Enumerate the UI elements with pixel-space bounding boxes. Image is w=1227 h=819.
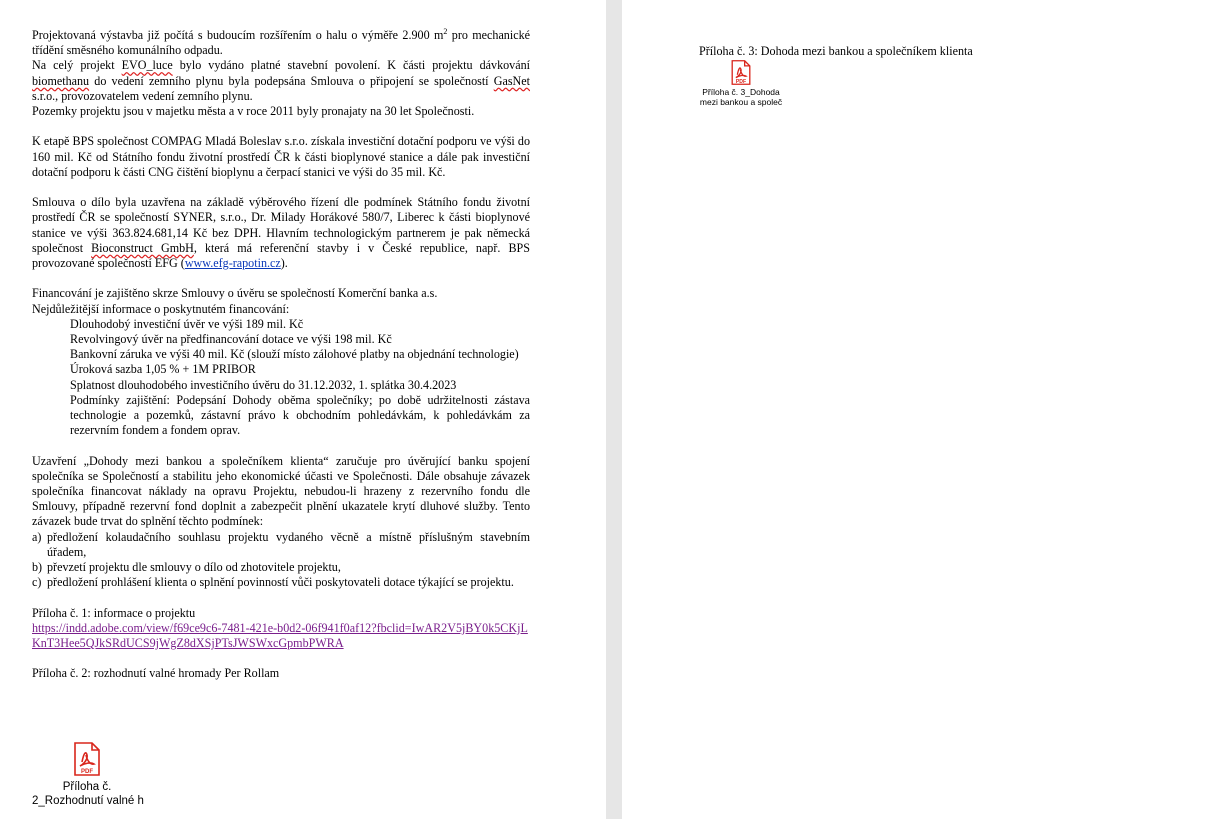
financing-item: Dlouhodobý investiční úvěr ve výši 189 mil. Kč (70, 316, 304, 331)
page-1-body (32, 28, 530, 682)
spellcheck-word[interactable]: GasNet (493, 73, 530, 88)
attachment-caption: mezi bankou a společ (699, 97, 783, 107)
financing-item: Bankovní záruka ve výši 40 mil. Kč (slouží místo zálohové platby na objednání technologie) (70, 347, 519, 362)
paragraph-land-lease: Pozemky projektu jsou v majetku města a v roce 2011 byly pronajaty na 30 let Společnosti. (32, 104, 475, 119)
financing-item: Splatnost dlouhodobého investičního úvěru do 31.12.2032, 1. splátka 30.4.2023 (70, 377, 457, 392)
conditions-list (32, 530, 530, 591)
efg-website-link[interactable]: www.efg-rapotin.cz (184, 256, 281, 271)
annex-2-attachment[interactable] (28, 742, 146, 808)
document-page-2 (622, 0, 1227, 819)
page-gutter (606, 0, 622, 819)
superscript-2: 2 (443, 26, 448, 36)
annex-2-label: Příloha č. 2: rozhodnutí valné hromady Per Rollam (32, 666, 280, 681)
paragraph-building-permit: Na celý projekt EVO_luce bylo vydáno platné stavební povolení. K části projektu dávkování biomethanu do vedení zemního plynu byla podepsána Smlouva o připojení se společností GasNet s.r.o., provozovatelem vedení zemního plynu. (32, 58, 530, 103)
paragraph-financing-intro: Nejdůležitější informace o poskytnutém financování: (32, 301, 290, 316)
condition-item: a) předložení kolaudačního souhlasu projektu vydaného věcně a místně příslušným stavebním úřadem, (32, 529, 530, 559)
paragraph-hall-expansion: Projektovaná výstavba již počítá s budoucím rozšířením o halu o výměře 2.900 $m^2$ pro mechanické třídění směsného komunálního odpadu. (32, 26, 531, 58)
annex-1-url-link[interactable]: https://indd.adobe.com/view/f69ce9c6-7481-421e-b0d2-06f941f0af12?fbclid=IwAR2V5jBY0k5CKjLKnT3Hee5QJkSRdUCS9jWgZ8dXSjPTsJWSWxcGpmbPWRA (32, 620, 528, 651)
pdf-file-icon (730, 60, 752, 85)
paragraph-subsidy: K etapě BPS společnost COMPAG Mladá Boleslav s.r.o. získala investiční dotační podporu ve výši do 160 mil. Kč od Státního fondu životní prostředí ČR k části bioplynové stanice a dále pak investiční dotační podporu k části CNG čištění bioplynu a čerpací stanici ve výši do 35 mil. Kč. (32, 134, 530, 179)
paragraph-contract: Smlouva o dílo byla uzavřena na základě výběrového řízení dle podmínek Státního fondu životní prostředí ČR se společností SYNER, s.r.o., Dr. Milady Horákové 580/7, Liberec k části bioplynové stanice ve výši 363.824.681,14 Kč bez DPH. Hlavním technologickým partnerem je pak německá společnost Bioconstruct GmbH, která má referenční stavby i v České republice, např. BPS provozované společností EFG (www.efg-rapotin.cz). (32, 195, 530, 271)
attachment-caption: Příloha č. (62, 781, 112, 793)
spellcheck-word[interactable]: EVO_luce (121, 58, 173, 73)
spellcheck-word[interactable]: Bioconstruct GmbH (91, 240, 194, 255)
annex-1-label: Příloha č. 1: informace o projektu (32, 605, 196, 620)
attachment-caption: 2_Rozhodnutí valné h (32, 795, 144, 807)
paragraph-agreement: Uzavření „Dohody mezi bankou a společníkem klienta“ zaručuje pro úvěrující banku spojení společníka se Společností a stabilitu jeho ekonomické účasti ve Společnosti. Dále obsahuje závazek společníka financovat náklady na opravu Projektu, nebudou-li hrazeny z rezervního fondu dle Smlouvy, případně rezervní fond doplnit a zabezpečit plnění ukazatele krytí dluhové služby. Tento závazek bude trvat do splnění těchto podmínek: (32, 453, 530, 529)
financing-list (32, 317, 530, 439)
pdf-badge-text: PDF (735, 78, 747, 85)
annex-3-label: Příloha č. 3: Dohoda mezi bankou a společníkem klienta (699, 44, 973, 58)
condition-item: b) převzetí projektu dle smlouvy o dílo od zhotovitele projektu, (32, 560, 341, 575)
spellcheck-word[interactable]: biomethanu (32, 73, 90, 88)
pdf-file-icon (72, 742, 102, 776)
attachment-caption: Příloha č. 3_Dohoda (702, 87, 780, 97)
financing-item: Úroková sazba 1,05 % + 1M PRIBOR (70, 362, 256, 377)
condition-item: c) předložení prohlášení klienta o splnění povinností vůči poskytovateli dotace týkající se projektu. (32, 575, 514, 590)
annex-3-attachment[interactable] (696, 60, 786, 107)
pdf-badge-text: PDF (81, 769, 93, 775)
financing-item: Revolvingový úvěr na předfinancování dotace ve výši 198 mil. Kč (70, 332, 392, 347)
document-page-1 (0, 0, 606, 819)
paragraph-financing: Financování je zajištěno skrze Smlouvy o úvěru se společností Komerční banka a.s. (32, 286, 438, 301)
financing-item: Podmínky zajištění: Podepsání Dohody oběma společníky; po době udržitelnosti zástava technologie a pozemků, zástavní právo k obchodním pohledávkám, k pohledávkám za rezervním fondem a fondem oprav. (70, 392, 530, 438)
